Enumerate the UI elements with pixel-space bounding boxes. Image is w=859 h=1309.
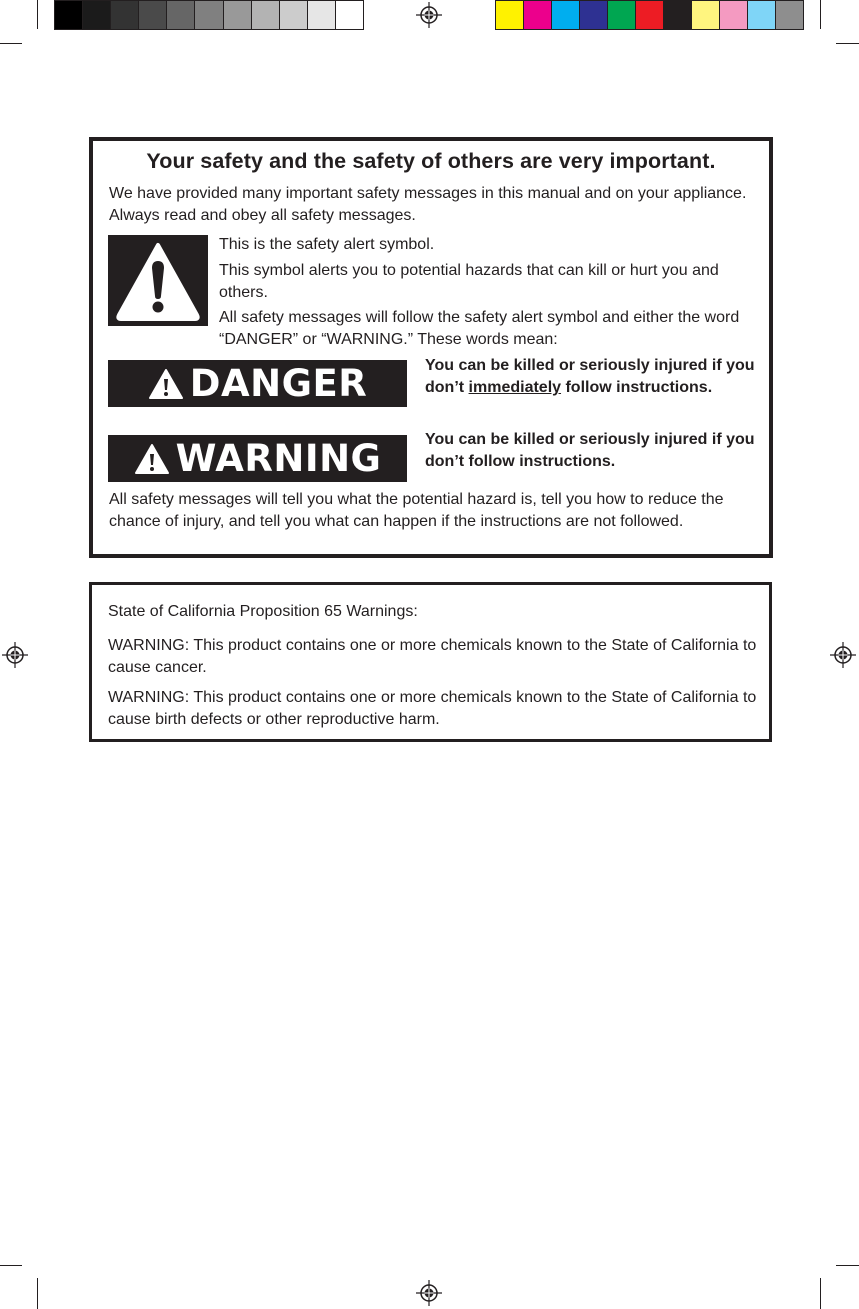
warning-word: WARNING	[175, 437, 382, 480]
color-swatch	[776, 1, 803, 29]
process-color-bar	[495, 0, 804, 30]
prop65-warning-box	[89, 582, 772, 742]
color-swatch	[524, 1, 552, 29]
danger-word: DANGER	[189, 362, 368, 405]
color-swatch	[664, 1, 692, 29]
prop65-heading: State of California Proposition 65 Warnings:	[108, 603, 418, 620]
color-swatch	[720, 1, 748, 29]
safety-intro-text: We have provided many important safety messages in this manual and on your appliance. Always read and obey all safety messages.	[109, 185, 747, 224]
color-swatch	[167, 1, 195, 29]
color-swatch	[336, 1, 363, 29]
color-swatch	[692, 1, 720, 29]
alert-symbol-description: This is the safety alert symbol.	[219, 236, 435, 253]
warning-signal-label	[108, 435, 407, 482]
color-swatch	[139, 1, 167, 29]
crop-mark	[0, 1265, 22, 1266]
color-swatch	[580, 1, 608, 29]
danger-alert-icon	[148, 368, 184, 400]
color-swatch	[55, 1, 83, 29]
crop-mark	[820, 0, 821, 29]
safety-information-box	[89, 137, 773, 558]
crop-mark	[820, 1278, 821, 1309]
color-swatch	[608, 1, 636, 29]
crop-mark	[37, 1278, 38, 1309]
prop65-reproductive-warning: WARNING: This product contains one or more chemicals known to the State of California to cause birth defects or other reproductive harm.	[108, 689, 757, 728]
registration-mark-icon	[830, 642, 856, 668]
color-swatch	[552, 1, 580, 29]
crop-mark	[0, 43, 22, 44]
warning-alert-icon	[134, 443, 170, 475]
crop-mark	[836, 1265, 859, 1266]
color-swatch	[83, 1, 111, 29]
danger-meaning-text: You can be killed or seriously injured if you don’t immediately follow instructions.	[425, 357, 755, 396]
safety-alert-triangle-icon	[108, 235, 208, 326]
danger-signal-label	[108, 360, 407, 407]
color-swatch	[195, 1, 223, 29]
color-swatch	[111, 1, 139, 29]
color-swatch	[636, 1, 664, 29]
safety-messages-summary: All safety messages will tell you what the potential hazard is, tell you how to reduce the chance of injury, and tell you what can happen if the instructions are not followed.	[109, 491, 724, 530]
alert-symbol-purpose: This symbol alerts you to potential hazards that can kill or hurt you and others.	[219, 262, 719, 301]
warning-meaning-text: You can be killed or seriously injured if you don’t follow instructions.	[425, 431, 755, 470]
gray-color-bar	[54, 0, 364, 30]
registration-mark-icon	[2, 642, 28, 668]
color-swatch	[496, 1, 524, 29]
safety-heading: Your safety and the safety of others are very important.	[146, 149, 716, 173]
color-swatch	[308, 1, 336, 29]
color-swatch	[252, 1, 280, 29]
color-swatch	[224, 1, 252, 29]
prop65-cancer-warning: WARNING: This product contains one or more chemicals known to the State of California to cause cancer.	[108, 637, 757, 676]
crop-mark	[37, 0, 38, 29]
registration-mark-icon	[416, 1280, 442, 1306]
color-swatch	[748, 1, 776, 29]
signal-words-explanation: All safety messages will follow the safety alert symbol and either the word “DANGER” or “WARNING.” These words mean:	[219, 309, 740, 348]
registration-mark-icon	[416, 2, 442, 28]
crop-mark	[836, 43, 859, 44]
color-swatch	[280, 1, 308, 29]
